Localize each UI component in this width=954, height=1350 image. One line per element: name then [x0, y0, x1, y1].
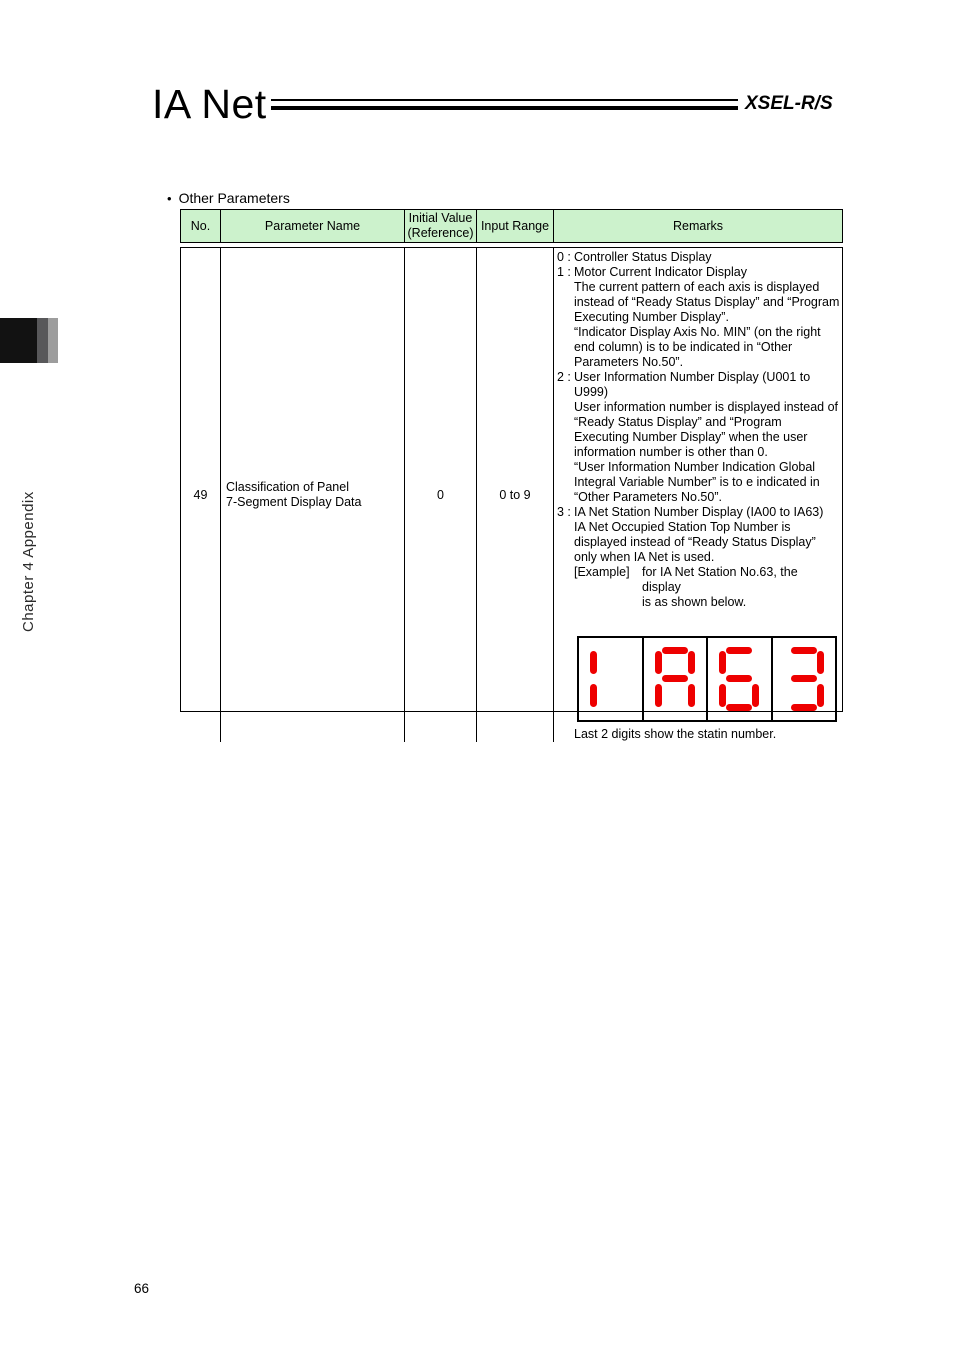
remarks-line: end column) is to be indicated in “Other — [574, 340, 793, 354]
segment-b — [688, 651, 695, 674]
segment-e — [590, 684, 597, 707]
remarks-line: “Other Parameters No.50”. — [574, 490, 722, 504]
chapter-label-vertical: Chapter 4 Appendix — [20, 491, 37, 632]
remarks-line: IA Net Station Number Display (IA00 to IA63) — [574, 505, 824, 519]
page-title: IA Net — [152, 81, 267, 127]
cell-no: 49 — [181, 248, 221, 742]
remarks-line: Integral Variable Number” is to e indicated in — [574, 475, 820, 489]
remarks-item-2 — [557, 370, 840, 505]
seven-segment-digit — [644, 638, 709, 720]
chapter-tab-black-block — [0, 318, 37, 363]
header-parameter-name: Parameter Name — [221, 210, 405, 242]
remarks-item-number: 1 : — [557, 265, 571, 279]
header-initial-value-line1: Initial Value — [408, 211, 473, 225]
example-text-line2: is as shown below. — [642, 595, 747, 609]
header-input-range: Input Range — [477, 210, 554, 242]
remarks-line: information number is other than 0. — [574, 445, 768, 459]
remarks-line: User information number is displayed instead of — [574, 400, 839, 414]
segment-e — [719, 684, 726, 707]
model-name: XSEL-R/S — [745, 93, 833, 114]
segment-e — [655, 684, 662, 707]
remarks-line: Motor Current Indicator Display — [574, 265, 747, 279]
remarks-line: displayed instead of “Ready Status Display” — [574, 535, 816, 549]
header-rule-thick — [271, 106, 738, 110]
parameter-name-line1: Classification of Panel — [226, 480, 349, 494]
segment-b — [817, 651, 824, 674]
section-heading — [167, 190, 290, 206]
parameter-row-49 — [180, 247, 843, 741]
segment-c — [752, 684, 759, 707]
header-initial-value-line2: (Reference) — [407, 226, 474, 240]
seven-segment-display — [577, 636, 837, 722]
remarks-line: U999) — [574, 385, 609, 399]
example-text-line1: for IA Net Station No.63, the display — [642, 565, 798, 594]
segment-c — [817, 684, 824, 707]
remarks-line: Executing Number Display”. — [574, 310, 729, 324]
remarks-line: Executing Number Display” when the user — [574, 430, 808, 444]
remarks-example — [574, 565, 840, 595]
remarks-line: IA Net Occupied Station Top Number is — [574, 520, 791, 534]
page-number: 66 — [134, 1281, 150, 1296]
chapter-tab-light-gray-block — [48, 318, 58, 363]
seven-segment-digit — [579, 638, 644, 720]
chapter-tab-marker — [0, 318, 58, 363]
remarks-item-1 — [557, 265, 840, 370]
segment-d — [791, 704, 817, 711]
segment-a — [662, 647, 688, 654]
segment-f — [655, 651, 662, 674]
cell-parameter-name — [221, 248, 405, 742]
remarks-item-number: 3 : — [557, 505, 571, 519]
remarks-item-3 — [557, 505, 840, 565]
cell-input-range: 0 to 9 — [477, 248, 554, 742]
remarks-item-number: 0 : — [557, 250, 571, 264]
remarks-line: “User Information Number Indication Global — [574, 460, 816, 474]
remarks-item-number: 2 : — [557, 370, 571, 384]
remarks-line: Controller Status Display — [574, 250, 712, 264]
display-caption: Last 2 digits show the statin number. — [574, 727, 777, 741]
parameter-name-line2: 7-Segment Display Data — [226, 495, 362, 509]
bullet-icon: • — [167, 191, 172, 206]
remarks-line: User Information Number Display (U001 to — [574, 370, 811, 384]
parameters-table-header — [180, 209, 843, 243]
remarks-line: only when IA Net is used. — [574, 550, 715, 564]
remarks-line: The current pattern of each axis is displayed — [574, 280, 820, 294]
segment-f — [719, 651, 726, 674]
header-no: No. — [181, 210, 221, 242]
remarks-line: “Ready Status Display” and “Program — [574, 415, 782, 429]
remarks-line: “Indicator Display Axis No. MIN” (on the right — [574, 325, 821, 339]
header-initial-value — [405, 210, 477, 242]
segment-g — [726, 675, 752, 682]
cell-initial-value: 0 — [405, 248, 477, 742]
chapter-tab-gray-block — [37, 318, 48, 363]
example-label: [Example] — [574, 565, 630, 579]
seven-segment-digit — [773, 638, 836, 720]
remarks-item-0 — [557, 250, 840, 265]
segment-g — [662, 675, 688, 682]
header-rule-thin — [271, 99, 738, 101]
segment-a — [726, 647, 752, 654]
segment-d — [726, 704, 752, 711]
seven-segment-digit — [708, 638, 773, 720]
section-heading-text: Other Parameters — [178, 190, 290, 206]
segment-f — [590, 651, 597, 674]
segment-c — [688, 684, 695, 707]
header-remarks: Remarks — [672, 218, 723, 233]
segment-a — [791, 647, 817, 654]
cell-remarks — [554, 248, 842, 742]
remarks-line: Parameters No.50”. — [574, 355, 684, 369]
remarks-line: instead of “Ready Status Display” and “Program — [574, 295, 840, 309]
segment-g — [791, 675, 817, 682]
